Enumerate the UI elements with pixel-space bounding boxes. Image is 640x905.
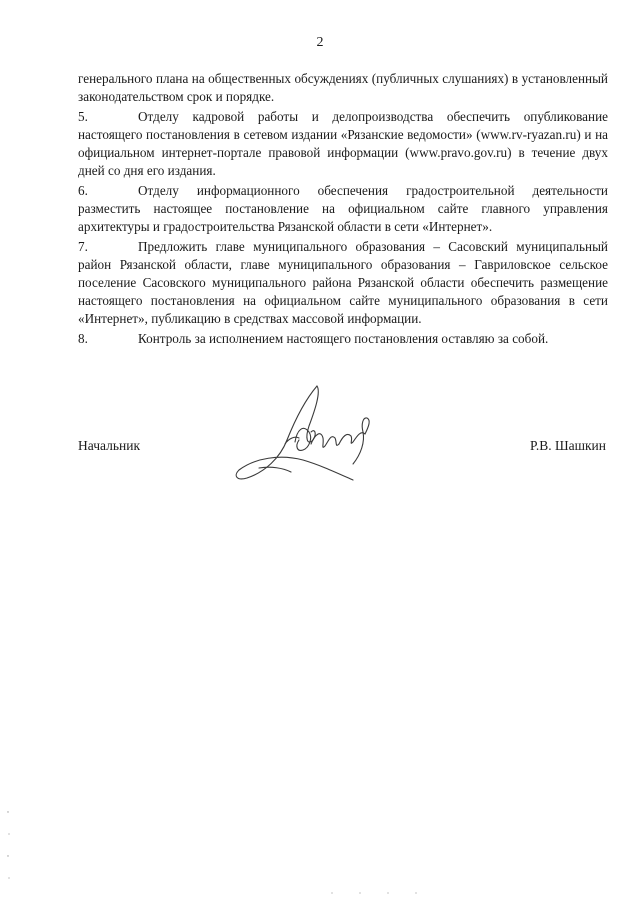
paragraph-5 [78, 108, 608, 180]
paragraph-number: 6. [78, 183, 88, 198]
paragraph-number: 8. [78, 331, 88, 346]
paragraph-number: 5. [78, 109, 88, 124]
signatory-name: Р.В. Шашкин [530, 438, 606, 453]
page-number: 2 [316, 35, 324, 50]
document-body [78, 70, 608, 350]
paragraph-6 [78, 182, 608, 236]
paragraph-continuation [78, 70, 608, 106]
signature-block [78, 437, 606, 459]
signatory-title: Начальник [78, 438, 141, 453]
paragraph-7 [78, 238, 608, 328]
paragraph-8 [78, 330, 608, 348]
paragraph-text: Отделу кадровой работы и делопроизводства обеспечить опубликование настоящего постановления в сетевом издании «Рязанские ведомости» (www.rv-ryazan.ru) и на официальном интернет-портале правовой информации (www.pravo.gov.ru) в течение двух дней со дня его издания. [78, 109, 608, 178]
paragraph-text: генерального плана на общественных обсуждениях (публичных слушаниях) в установленный законодательством срок и порядке. [78, 71, 608, 104]
paragraph-number: 7. [78, 239, 88, 254]
paragraph-text: Отделу информационного обеспечения градостроительной деятельности разместить настоящее постановление на официальном сайте главного управления архитектуры и градостроительства Рязанской области в сети «Интернет». [78, 183, 608, 234]
paragraph-text: Контроль за исполнением настоящего постановления оставляю за собой. [138, 331, 549, 346]
paragraph-text: Предложить главе муниципального образования – Сасовский муниципальный район Рязанской области, главе муниципального образования – Гавриловское сельское поселение Сасовского муниципального района Рязанской области обеспечить размещение настоящего постановления на официальном сайте муниципального образования в сети «Интернет», публикацию в средствах массовой информации. [78, 239, 608, 326]
